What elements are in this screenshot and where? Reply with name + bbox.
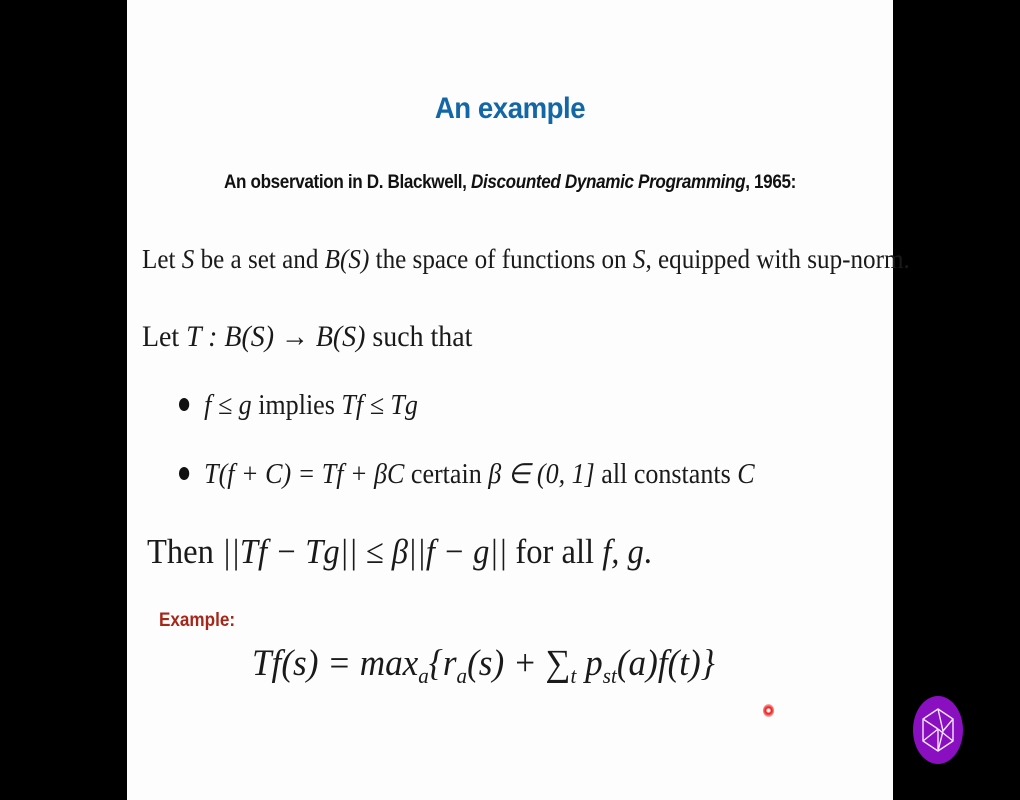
definition-set-line: Let S be a set and B(S) the space of functions on S, equipped with sup-norm. [142, 244, 910, 274]
bullet-icon [179, 467, 189, 480]
bullet-icon [179, 398, 189, 411]
slide-subtitle [165, 172, 854, 194]
subtitle-text: An observation in D. Blackwell, [224, 172, 471, 193]
subtitle-book-title: Discounted Dynamic Programming [470, 172, 746, 193]
contraction-conclusion: Then ||Tf − Tg|| ≤ β||f − g|| for all f, g. [147, 532, 652, 571]
bullet-monotonicity: f ≤ g implies Tf ≤ Tg [179, 390, 418, 422]
slide-title: An example [434, 92, 586, 125]
laser-pointer-dot [763, 704, 774, 717]
bellman-formula: $Tf(s) = \max_a\{r_a(s) + \sum_t$ $p_{st}(a)f(t)$} [252, 643, 715, 688]
example-label: Example: [159, 610, 236, 631]
subtitle-year: , 1965: [745, 172, 796, 193]
operator-definition-line: Let T : B(S) → B(S) such that [142, 320, 473, 353]
purple-geometric-logo-icon [913, 696, 963, 764]
bullet-discounting: T(f + C) = Tf + βC certain β ∈ (0, 1] all constants C [179, 457, 755, 491]
presentation-slide [127, 0, 910, 800]
polyhedron-icon [921, 707, 955, 753]
